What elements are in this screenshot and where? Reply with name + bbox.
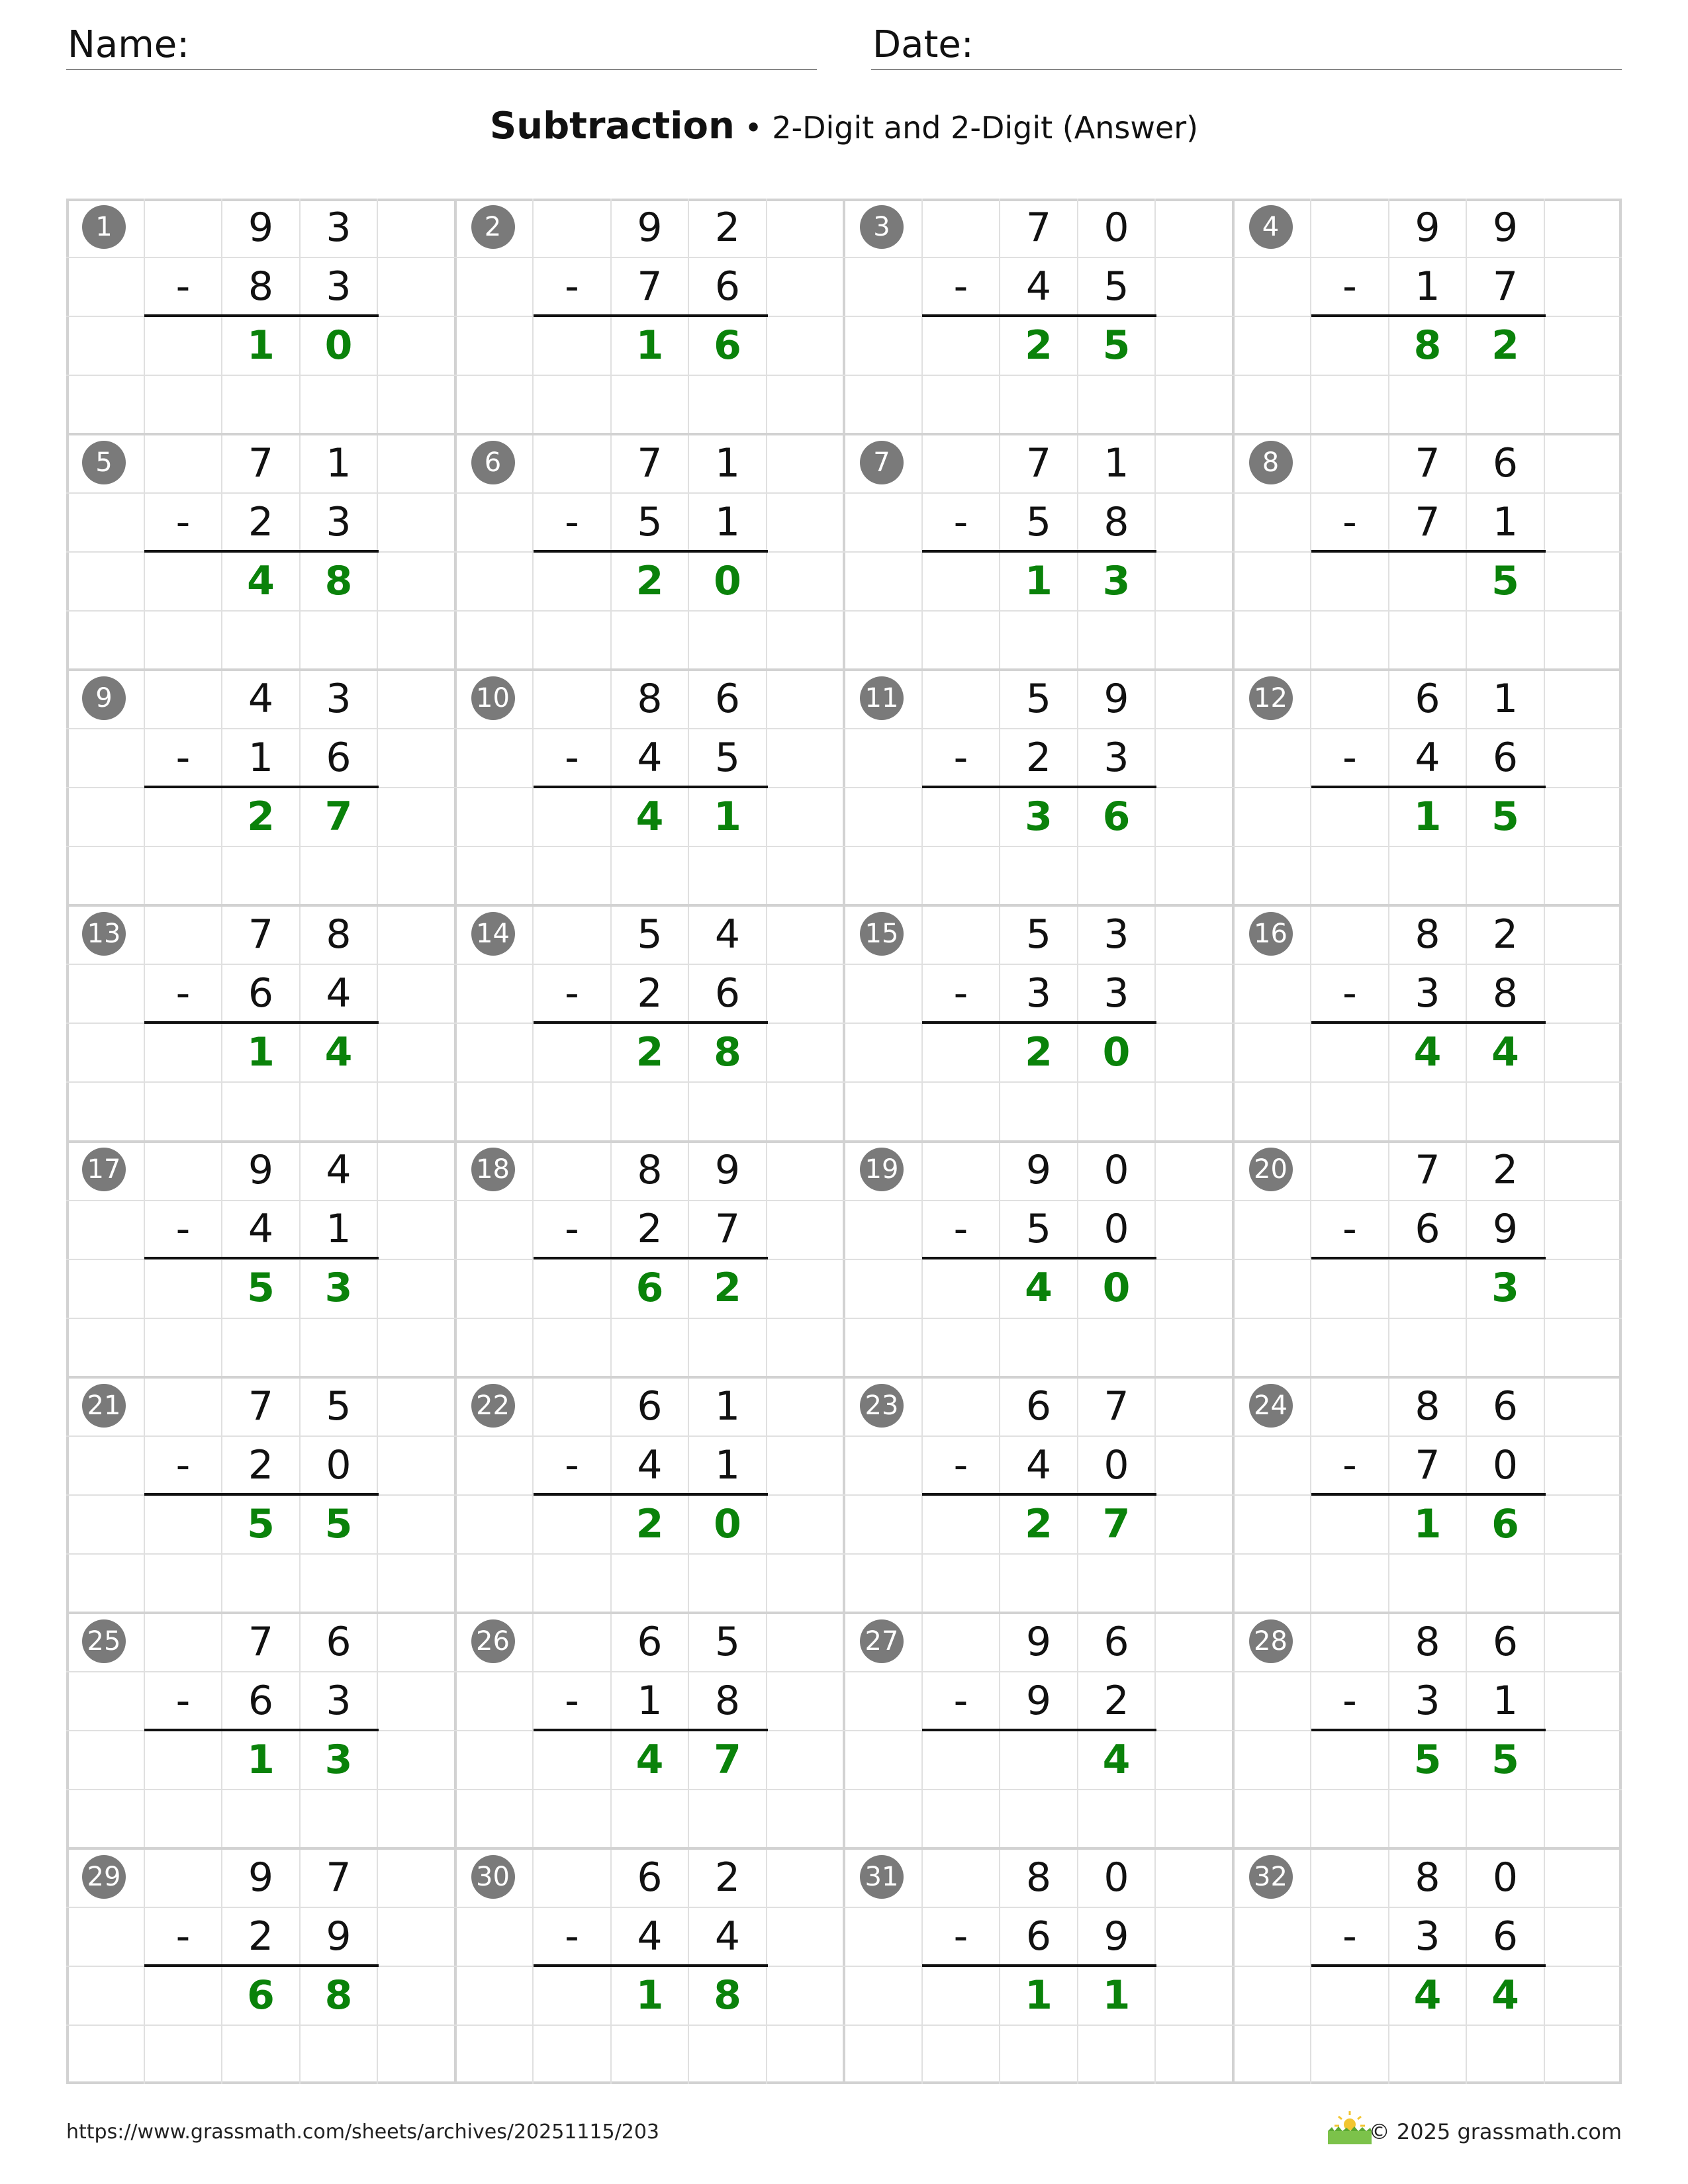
problem-number-badge: 10 bbox=[471, 676, 515, 720]
minus-sign: - bbox=[565, 1913, 579, 1960]
minuend-tens: 6 bbox=[1415, 676, 1440, 723]
answer-ones: 6 bbox=[1102, 794, 1131, 841]
answer-tens: 6 bbox=[635, 1265, 664, 1312]
answer-tens: 3 bbox=[1025, 794, 1053, 841]
minuend-ones: 1 bbox=[714, 440, 741, 487]
minuend-tens: 7 bbox=[637, 440, 663, 487]
minuend-ones: 0 bbox=[1103, 205, 1129, 251]
footer-copyright: © 2025 grassmath.com bbox=[1368, 2119, 1622, 2144]
subtrahend-ones: 3 bbox=[1103, 735, 1129, 782]
problem-number-badge: 4 bbox=[1249, 205, 1293, 249]
problem-number-badge: 3 bbox=[860, 205, 904, 249]
minuend-ones: 1 bbox=[1103, 440, 1129, 487]
problem-31 bbox=[844, 1848, 1233, 2084]
problem-number-badge: 30 bbox=[471, 1855, 515, 1899]
answer-tens: 2 bbox=[1025, 322, 1053, 369]
minus-sign: - bbox=[953, 1206, 968, 1253]
problem-13 bbox=[66, 905, 455, 1141]
subtrahend-tens: 4 bbox=[248, 1206, 274, 1253]
minus-sign: - bbox=[1342, 1206, 1357, 1253]
minuend-tens: 6 bbox=[637, 1618, 663, 1665]
minus-sign: - bbox=[953, 1913, 968, 1960]
subtrahend-ones: 0 bbox=[326, 1441, 352, 1488]
minuend-ones: 3 bbox=[1103, 911, 1129, 958]
answer-tens: 2 bbox=[1025, 1029, 1053, 1076]
minuend-ones: 3 bbox=[326, 676, 352, 723]
problem-number-badge: 26 bbox=[471, 1619, 515, 1663]
answer-tens: 2 bbox=[635, 1029, 664, 1076]
problem-11 bbox=[844, 670, 1233, 905]
subtrahend-tens: 6 bbox=[1025, 1913, 1052, 1960]
answer-ones: 6 bbox=[714, 322, 741, 369]
problem-21 bbox=[66, 1377, 455, 1613]
problem-number-badge: 20 bbox=[1249, 1148, 1293, 1191]
subtrahend-tens: 3 bbox=[1025, 970, 1052, 1017]
date-label: Date: bbox=[872, 23, 974, 66]
answer-tens: 1 bbox=[635, 1972, 664, 2019]
problem-number-badge: 17 bbox=[82, 1148, 126, 1191]
date-field[interactable] bbox=[871, 24, 1622, 70]
subtrahend-tens: 3 bbox=[1415, 1913, 1440, 1960]
minuend-tens: 9 bbox=[1415, 205, 1440, 251]
problem-3 bbox=[844, 199, 1233, 434]
minuend-tens: 7 bbox=[1025, 205, 1052, 251]
answer-ones: 7 bbox=[714, 1736, 741, 1783]
answer-ones: 5 bbox=[1491, 794, 1519, 841]
subtrahend-tens: 9 bbox=[1025, 1677, 1052, 1724]
minuend-ones: 0 bbox=[1103, 1854, 1129, 1901]
problem-number-badge: 16 bbox=[1249, 912, 1293, 956]
subtrahend-tens: 7 bbox=[637, 263, 663, 310]
problem-number-badge: 6 bbox=[471, 441, 515, 484]
answer-ones: 3 bbox=[324, 1736, 353, 1783]
subtrahend-ones: 6 bbox=[714, 263, 741, 310]
answer-tens: 2 bbox=[247, 794, 275, 841]
minus-sign: - bbox=[565, 499, 579, 546]
problem-number-badge: 29 bbox=[82, 1855, 126, 1899]
minuend-tens: 7 bbox=[1415, 1147, 1440, 1194]
answer-tens: 1 bbox=[1413, 794, 1442, 841]
problem-2 bbox=[455, 199, 844, 434]
minuend-ones: 5 bbox=[326, 1383, 352, 1430]
subtrahend-ones: 7 bbox=[714, 1206, 741, 1253]
answer-tens: 4 bbox=[635, 794, 664, 841]
subtrahend-tens: 4 bbox=[637, 1441, 663, 1488]
minuend-tens: 7 bbox=[1025, 440, 1052, 487]
subtrahend-ones: 9 bbox=[326, 1913, 352, 1960]
answer-tens: 4 bbox=[1413, 1029, 1442, 1076]
problem-25 bbox=[66, 1613, 455, 1848]
subtrahend-ones: 9 bbox=[1492, 1206, 1519, 1253]
minus-sign: - bbox=[565, 1441, 579, 1488]
subtrahend-tens: 2 bbox=[248, 1441, 274, 1488]
answer-tens: 1 bbox=[247, 1029, 275, 1076]
problem-22 bbox=[455, 1377, 844, 1613]
title-subtitle: • 2-Digit and 2-Digit (Answer) bbox=[734, 110, 1199, 146]
subtrahend-ones: 1 bbox=[1492, 1677, 1519, 1724]
minuend-ones: 2 bbox=[1492, 1147, 1519, 1194]
answer-ones: 4 bbox=[1102, 1736, 1131, 1783]
name-field[interactable] bbox=[66, 24, 817, 70]
answer-tens: 5 bbox=[1413, 1736, 1442, 1783]
subtrahend-ones: 8 bbox=[1103, 499, 1129, 546]
minuend-ones: 4 bbox=[714, 911, 741, 958]
minus-sign: - bbox=[175, 263, 191, 310]
problem-6 bbox=[455, 434, 844, 670]
answer-ones: 0 bbox=[324, 322, 353, 369]
subtrahend-ones: 6 bbox=[1492, 735, 1519, 782]
subtrahend-tens: 4 bbox=[637, 735, 663, 782]
subtrahend-ones: 9 bbox=[1103, 1913, 1129, 1960]
minus-sign: - bbox=[565, 970, 579, 1017]
minuend-tens: 7 bbox=[248, 1383, 274, 1430]
subtrahend-ones: 0 bbox=[1492, 1441, 1519, 1488]
subtrahend-ones: 1 bbox=[714, 1441, 741, 1488]
problem-number-badge: 8 bbox=[1249, 441, 1293, 484]
minuend-tens: 5 bbox=[637, 911, 663, 958]
subtrahend-tens: 2 bbox=[248, 1913, 274, 1960]
name-label: Name: bbox=[68, 23, 190, 66]
answer-ones: 7 bbox=[1102, 1500, 1131, 1547]
subtrahend-tens: 7 bbox=[1415, 499, 1440, 546]
subtrahend-ones: 1 bbox=[326, 1206, 352, 1253]
subtrahend-ones: 8 bbox=[714, 1677, 741, 1724]
minuend-ones: 9 bbox=[1103, 676, 1129, 723]
minuend-ones: 1 bbox=[714, 1383, 741, 1430]
answer-tens: 2 bbox=[635, 558, 664, 605]
subtrahend-ones: 0 bbox=[1103, 1206, 1129, 1253]
minuend-ones: 4 bbox=[326, 1147, 352, 1194]
subtrahend-tens: 1 bbox=[248, 735, 274, 782]
subtrahend-tens: 6 bbox=[248, 1677, 274, 1724]
minus-sign: - bbox=[953, 970, 968, 1017]
answer-tens bbox=[1389, 1259, 1467, 1318]
problem-7 bbox=[844, 434, 1233, 670]
answer-ones: 2 bbox=[714, 1265, 741, 1312]
answer-tens: 5 bbox=[247, 1500, 275, 1547]
problem-number-badge: 11 bbox=[860, 676, 904, 720]
minus-sign: - bbox=[1342, 263, 1357, 310]
minuend-ones: 6 bbox=[1103, 1618, 1129, 1665]
minuend-tens: 8 bbox=[1415, 1383, 1440, 1430]
grass-sun-logo-icon bbox=[1327, 2109, 1373, 2146]
subtrahend-ones: 3 bbox=[326, 499, 352, 546]
subtrahend-ones: 2 bbox=[1103, 1677, 1129, 1724]
minuend-ones: 0 bbox=[1103, 1147, 1129, 1194]
problem-29 bbox=[66, 1848, 455, 2084]
subtrahend-ones: 0 bbox=[1103, 1441, 1129, 1488]
problem-28 bbox=[1233, 1613, 1622, 1848]
answer-ones: 7 bbox=[324, 794, 353, 841]
minuend-ones: 1 bbox=[326, 440, 352, 487]
minuend-ones: 3 bbox=[326, 205, 352, 251]
answer-ones: 8 bbox=[714, 1972, 741, 2019]
answer-tens: 1 bbox=[1025, 558, 1053, 605]
footer-url[interactable]: https://www.grassmath.com/sheets/archives/20251115/203 bbox=[66, 2120, 660, 2144]
minuend-ones: 6 bbox=[714, 676, 741, 723]
problem-number-badge: 31 bbox=[860, 1855, 904, 1899]
problem-number-badge: 7 bbox=[860, 441, 904, 484]
subtrahend-ones: 1 bbox=[1492, 499, 1519, 546]
subtrahend-ones: 3 bbox=[1103, 970, 1129, 1017]
subtrahend-tens: 1 bbox=[1415, 263, 1440, 310]
minuend-ones: 6 bbox=[1492, 1383, 1519, 1430]
minuend-tens: 9 bbox=[1025, 1618, 1052, 1665]
problem-27 bbox=[844, 1613, 1233, 1848]
minuend-tens: 9 bbox=[248, 1147, 274, 1194]
minuend-tens: 9 bbox=[1025, 1147, 1052, 1194]
minus-sign: - bbox=[565, 263, 579, 310]
minus-sign: - bbox=[953, 1441, 968, 1488]
minuend-tens: 9 bbox=[248, 1854, 274, 1901]
subtrahend-tens: 3 bbox=[1415, 970, 1440, 1017]
problem-number-badge: 14 bbox=[471, 912, 515, 956]
problem-15 bbox=[844, 905, 1233, 1141]
minuend-tens: 5 bbox=[1025, 911, 1052, 958]
subtrahend-ones: 7 bbox=[1492, 263, 1519, 310]
minus-sign: - bbox=[175, 1677, 191, 1724]
answer-tens: 1 bbox=[1025, 1972, 1053, 2019]
answer-ones: 0 bbox=[714, 558, 741, 605]
subtrahend-ones: 5 bbox=[714, 735, 741, 782]
problem-number-badge: 22 bbox=[471, 1384, 515, 1428]
subtrahend-tens: 4 bbox=[1025, 1441, 1052, 1488]
minuend-tens: 8 bbox=[1415, 1618, 1440, 1665]
minuend-tens: 8 bbox=[637, 676, 663, 723]
minus-sign: - bbox=[175, 1913, 191, 1960]
problem-number-badge: 1 bbox=[82, 205, 126, 249]
minuend-tens: 7 bbox=[248, 911, 274, 958]
problem-30 bbox=[455, 1848, 844, 2084]
problem-32 bbox=[1233, 1848, 1622, 2084]
answer-tens: 4 bbox=[1413, 1972, 1442, 2019]
subtrahend-ones: 6 bbox=[714, 970, 741, 1017]
minuend-tens: 8 bbox=[1025, 1854, 1052, 1901]
answer-tens: 1 bbox=[1413, 1500, 1442, 1547]
minuend-ones: 9 bbox=[714, 1147, 741, 1194]
answer-ones: 0 bbox=[1102, 1029, 1131, 1076]
answer-tens: 6 bbox=[247, 1972, 275, 2019]
answer-tens bbox=[1389, 552, 1467, 611]
minus-sign: - bbox=[1342, 1677, 1357, 1724]
answer-tens: 4 bbox=[247, 558, 275, 605]
answer-ones: 2 bbox=[1491, 322, 1519, 369]
subtrahend-tens: 4 bbox=[637, 1913, 663, 1960]
subtrahend-tens: 2 bbox=[248, 499, 274, 546]
answer-ones: 4 bbox=[324, 1029, 353, 1076]
answer-ones: 8 bbox=[714, 1029, 741, 1076]
subtrahend-ones: 8 bbox=[1492, 970, 1519, 1017]
minuend-ones: 8 bbox=[326, 911, 352, 958]
problem-number-badge: 19 bbox=[860, 1148, 904, 1191]
minus-sign: - bbox=[1342, 1913, 1357, 1960]
answer-ones: 3 bbox=[1491, 1265, 1519, 1312]
subtrahend-tens: 2 bbox=[1025, 735, 1052, 782]
title-main: Subtraction bbox=[489, 105, 735, 148]
minuend-tens: 7 bbox=[248, 440, 274, 487]
minuend-tens: 5 bbox=[1025, 676, 1052, 723]
problem-18 bbox=[455, 1141, 844, 1377]
subtrahend-tens: 2 bbox=[637, 970, 663, 1017]
problem-number-badge: 15 bbox=[860, 912, 904, 956]
answer-tens: 4 bbox=[635, 1736, 664, 1783]
minuend-ones: 7 bbox=[326, 1854, 352, 1901]
answer-ones: 8 bbox=[324, 558, 353, 605]
answer-tens: 1 bbox=[247, 1736, 275, 1783]
problem-number-badge: 13 bbox=[82, 912, 126, 956]
problem-9 bbox=[66, 670, 455, 905]
problem-1 bbox=[66, 199, 455, 434]
minuend-ones: 6 bbox=[326, 1618, 352, 1665]
subtrahend-tens: 8 bbox=[248, 263, 274, 310]
minuend-tens: 7 bbox=[248, 1618, 274, 1665]
minuend-tens: 4 bbox=[248, 676, 274, 723]
subtrahend-tens: 1 bbox=[637, 1677, 663, 1724]
answer-ones: 8 bbox=[324, 1972, 353, 2019]
answer-ones: 0 bbox=[1102, 1265, 1131, 1312]
subtrahend-ones: 3 bbox=[326, 1677, 352, 1724]
minus-sign: - bbox=[1342, 970, 1357, 1017]
minuend-tens: 9 bbox=[248, 205, 274, 251]
problem-26 bbox=[455, 1613, 844, 1848]
answer-ones: 3 bbox=[324, 1265, 353, 1312]
minus-sign: - bbox=[953, 263, 968, 310]
minuend-ones: 2 bbox=[1492, 911, 1519, 958]
subtrahend-ones: 6 bbox=[1492, 1913, 1519, 1960]
minus-sign: - bbox=[565, 735, 579, 782]
answer-tens: 5 bbox=[247, 1265, 275, 1312]
problem-23 bbox=[844, 1377, 1233, 1613]
answer-ones: 1 bbox=[714, 794, 741, 841]
subtrahend-ones: 4 bbox=[714, 1913, 741, 1960]
minuend-ones: 9 bbox=[1492, 205, 1519, 251]
subtrahend-tens: 4 bbox=[1025, 263, 1052, 310]
subtrahend-ones: 3 bbox=[326, 263, 352, 310]
problem-number-badge: 18 bbox=[471, 1148, 515, 1191]
subtrahend-ones: 4 bbox=[326, 970, 352, 1017]
answer-tens: 2 bbox=[1025, 1500, 1053, 1547]
minuend-ones: 6 bbox=[1492, 1618, 1519, 1665]
minuend-tens: 9 bbox=[637, 205, 663, 251]
problem-4 bbox=[1233, 199, 1622, 434]
minuend-ones: 1 bbox=[1492, 676, 1519, 723]
minus-sign: - bbox=[175, 1441, 191, 1488]
minus-sign: - bbox=[953, 1677, 968, 1724]
minus-sign: - bbox=[953, 499, 968, 546]
answer-tens: 4 bbox=[1025, 1265, 1053, 1312]
problem-number-badge: 2 bbox=[471, 205, 515, 249]
problem-12 bbox=[1233, 670, 1622, 905]
problem-number-badge: 27 bbox=[860, 1619, 904, 1663]
answer-ones: 5 bbox=[1491, 558, 1519, 605]
minuend-ones: 6 bbox=[1492, 440, 1519, 487]
subtrahend-ones: 5 bbox=[1103, 263, 1129, 310]
problem-16 bbox=[1233, 905, 1622, 1141]
problem-19 bbox=[844, 1141, 1233, 1377]
answer-ones: 3 bbox=[1102, 558, 1131, 605]
minus-sign: - bbox=[1342, 735, 1357, 782]
minuend-ones: 2 bbox=[714, 1854, 741, 1901]
minuend-tens: 6 bbox=[1025, 1383, 1052, 1430]
answer-ones: 6 bbox=[1491, 1500, 1519, 1547]
problem-10 bbox=[455, 670, 844, 905]
answer-tens: 1 bbox=[247, 322, 275, 369]
minuend-tens: 8 bbox=[637, 1147, 663, 1194]
answer-ones: 4 bbox=[1491, 1972, 1519, 2019]
subtrahend-tens: 2 bbox=[637, 1206, 663, 1253]
minus-sign: - bbox=[565, 1206, 579, 1253]
minuend-tens: 8 bbox=[1415, 1854, 1440, 1901]
problem-number-badge: 25 bbox=[82, 1619, 126, 1663]
problem-14 bbox=[455, 905, 844, 1141]
minuend-ones: 5 bbox=[714, 1618, 741, 1665]
minuend-ones: 7 bbox=[1103, 1383, 1129, 1430]
problem-8 bbox=[1233, 434, 1622, 670]
problem-number-badge: 28 bbox=[1249, 1619, 1293, 1663]
minus-sign: - bbox=[1342, 499, 1357, 546]
minuend-tens: 8 bbox=[1415, 911, 1440, 958]
subtrahend-tens: 5 bbox=[637, 499, 663, 546]
minus-sign: - bbox=[565, 1677, 579, 1724]
subtrahend-ones: 6 bbox=[326, 735, 352, 782]
minuend-ones: 0 bbox=[1492, 1854, 1519, 1901]
subtrahend-tens: 4 bbox=[1415, 735, 1440, 782]
minus-sign: - bbox=[175, 970, 191, 1017]
minus-sign: - bbox=[175, 735, 191, 782]
minus-sign: - bbox=[175, 1206, 191, 1253]
answer-ones: 4 bbox=[1491, 1029, 1519, 1076]
subtrahend-tens: 6 bbox=[248, 970, 274, 1017]
problem-number-badge: 23 bbox=[860, 1384, 904, 1428]
subtrahend-tens: 7 bbox=[1415, 1441, 1440, 1488]
minuend-tens: 6 bbox=[637, 1854, 663, 1901]
problem-5 bbox=[66, 434, 455, 670]
problem-24 bbox=[1233, 1377, 1622, 1613]
answer-ones: 0 bbox=[714, 1500, 741, 1547]
problem-number-badge: 21 bbox=[82, 1384, 126, 1428]
minus-sign: - bbox=[953, 735, 968, 782]
answer-tens: 8 bbox=[1413, 322, 1442, 369]
problem-number-badge: 5 bbox=[82, 441, 126, 484]
minuend-tens: 6 bbox=[637, 1383, 663, 1430]
minuend-ones: 2 bbox=[714, 205, 741, 251]
minus-sign: - bbox=[175, 499, 191, 546]
problem-number-badge: 12 bbox=[1249, 676, 1293, 720]
subtrahend-tens: 5 bbox=[1025, 499, 1052, 546]
problem-number-badge: 9 bbox=[82, 676, 126, 720]
problem-20 bbox=[1233, 1141, 1622, 1377]
minuend-tens: 7 bbox=[1415, 440, 1440, 487]
answer-ones: 5 bbox=[1491, 1736, 1519, 1783]
problem-17 bbox=[66, 1141, 455, 1377]
answer-tens bbox=[1000, 1731, 1078, 1790]
problem-number-badge: 32 bbox=[1249, 1855, 1293, 1899]
answer-ones: 5 bbox=[1102, 322, 1131, 369]
answer-tens: 1 bbox=[635, 322, 664, 369]
subtrahend-tens: 3 bbox=[1415, 1677, 1440, 1724]
minus-sign: - bbox=[1342, 1441, 1357, 1488]
answer-tens: 2 bbox=[635, 1500, 664, 1547]
subtrahend-ones: 1 bbox=[714, 499, 741, 546]
problem-number-badge: 24 bbox=[1249, 1384, 1293, 1428]
subtrahend-tens: 5 bbox=[1025, 1206, 1052, 1253]
answer-ones: 5 bbox=[324, 1500, 353, 1547]
subtrahend-tens: 6 bbox=[1415, 1206, 1440, 1253]
answer-ones: 1 bbox=[1102, 1972, 1131, 2019]
page-title bbox=[0, 105, 1688, 148]
